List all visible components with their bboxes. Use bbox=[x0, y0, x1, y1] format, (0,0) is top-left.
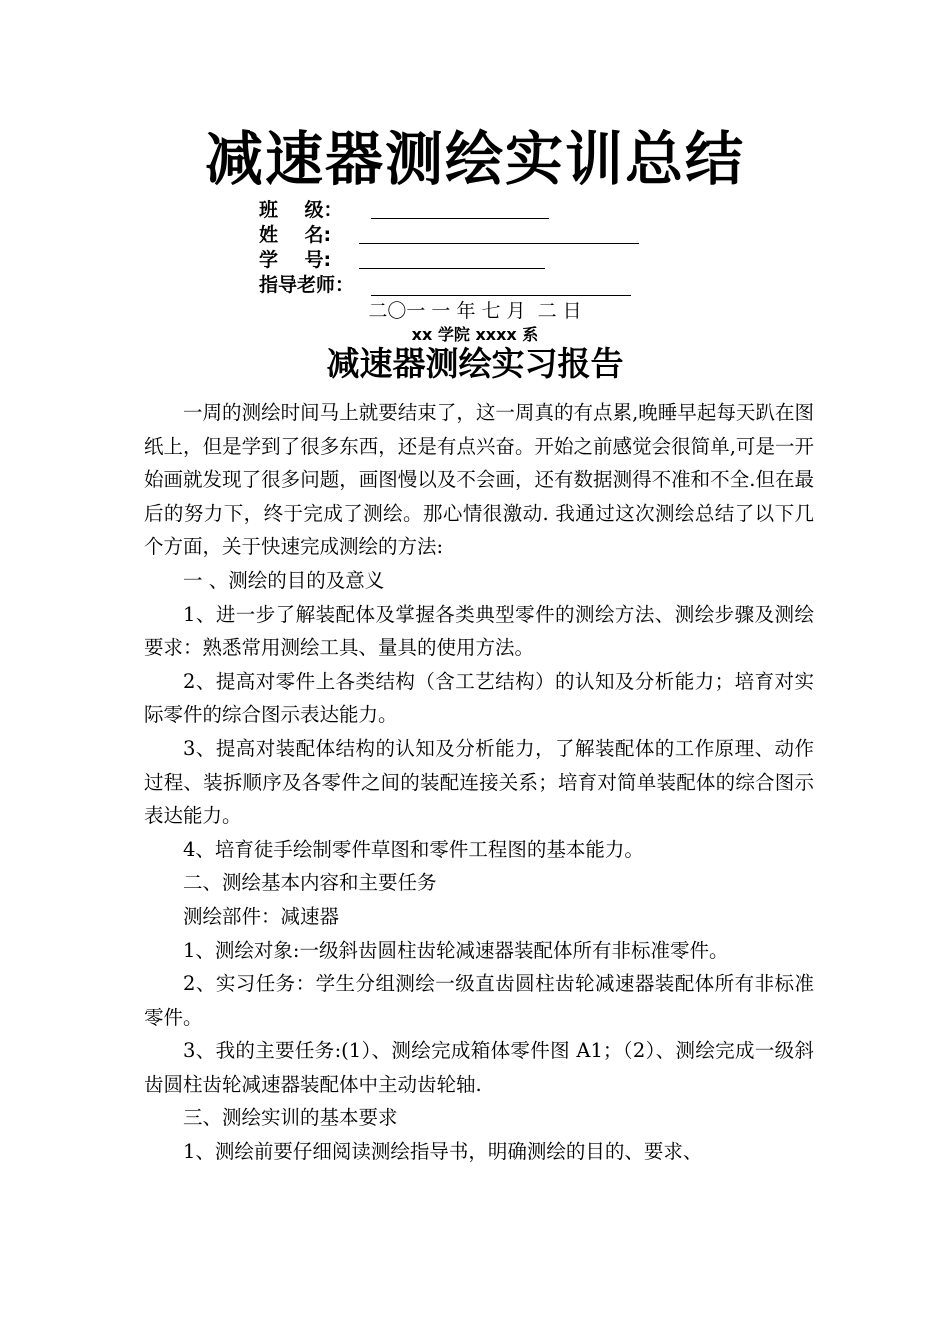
class-blank-line bbox=[371, 218, 549, 219]
id-blank-line bbox=[359, 268, 545, 269]
paragraph: 3、我的主要任务:(1）、测绘完成箱体零件图 A1；（2）、测绘完成一级斜齿圆柱齿轮减速器装配体中主动齿轮轴. bbox=[144, 1039, 814, 1096]
paragraph: 测绘部件：减速器 bbox=[183, 904, 340, 928]
teacher-blank-line bbox=[371, 295, 631, 296]
class-row bbox=[259, 198, 679, 223]
section-heading-2: 二、测绘基本内容和主要任务 bbox=[183, 871, 437, 895]
department: xx 学院 xxxx 系 bbox=[411, 325, 539, 344]
teacher-row bbox=[259, 273, 679, 298]
name-label: 姓 名: bbox=[259, 224, 332, 246]
paragraph: 2、实习任务：学生分组测绘一级直齿圆柱齿轮减速器装配体所有非标准零件。 bbox=[144, 972, 814, 1029]
name-row bbox=[259, 223, 679, 248]
report-date: 二〇一 一 年 七 月 二 日 bbox=[368, 300, 582, 322]
report-subtitle: 减速器测绘实习报告 bbox=[326, 344, 624, 383]
name-blank-line bbox=[359, 243, 639, 244]
class-label: 班 级： bbox=[259, 199, 343, 221]
paragraph: 1、进一步了解装配体及掌握各类典型零件的测绘方法、测绘步骤及测绘要求：熟悉常用测绘工具、量具的使用方法。 bbox=[144, 602, 814, 660]
id-label: 学 号: bbox=[259, 249, 332, 271]
report-body bbox=[144, 396, 814, 1169]
paragraph: 1、测绘对象:一级斜齿圆柱齿轮减速器装配体所有非标准零件。 bbox=[183, 938, 729, 962]
section-heading-1: 一 、测绘的目的及意义 bbox=[183, 568, 385, 592]
paragraph: 3、提高对装配体结构的认知及分析能力，了解装配体的工作原理、动作过程、装拆顺序及各零件之间的装配连接关系；培育对简单装配体的综合图示表达能力。 bbox=[144, 736, 814, 828]
id-row bbox=[259, 248, 679, 273]
paragraph-intro: 一周的测绘时间马上就要结束了，这一周真的有点累,晚睡早起每天趴在图纸上，但是学到了很多东西，还是有点兴奋。开始之前感觉会很简单,可是一开始画就发现了很多问题，画图慢以及不会画，还有数据测得不准和不全.但在最后的努力下，终于完成了测绘。那心情很激动. 我通过这次测绘总结了以下几个方面，关于快速完成测绘的方法: bbox=[144, 401, 814, 559]
teacher-label: 指导老师： bbox=[259, 274, 355, 296]
info-form bbox=[259, 198, 679, 298]
paragraph: 4、培育徒手绘制零件草图和零件工程图的基本能力。 bbox=[183, 837, 644, 861]
paragraph: 1、测绘前要仔细阅读测绘指导书，明确测绘的目的、要求、 bbox=[183, 1140, 703, 1164]
section-heading-3: 三、测绘实训的基本要求 bbox=[183, 1106, 398, 1130]
paragraph: 2、提高对零件上各类结构（含工艺结构）的认知及分析能力；培育对实际零件的综合图示表达能力。 bbox=[144, 669, 814, 727]
document-title: 减速器测绘实训总结 bbox=[204, 125, 745, 193]
